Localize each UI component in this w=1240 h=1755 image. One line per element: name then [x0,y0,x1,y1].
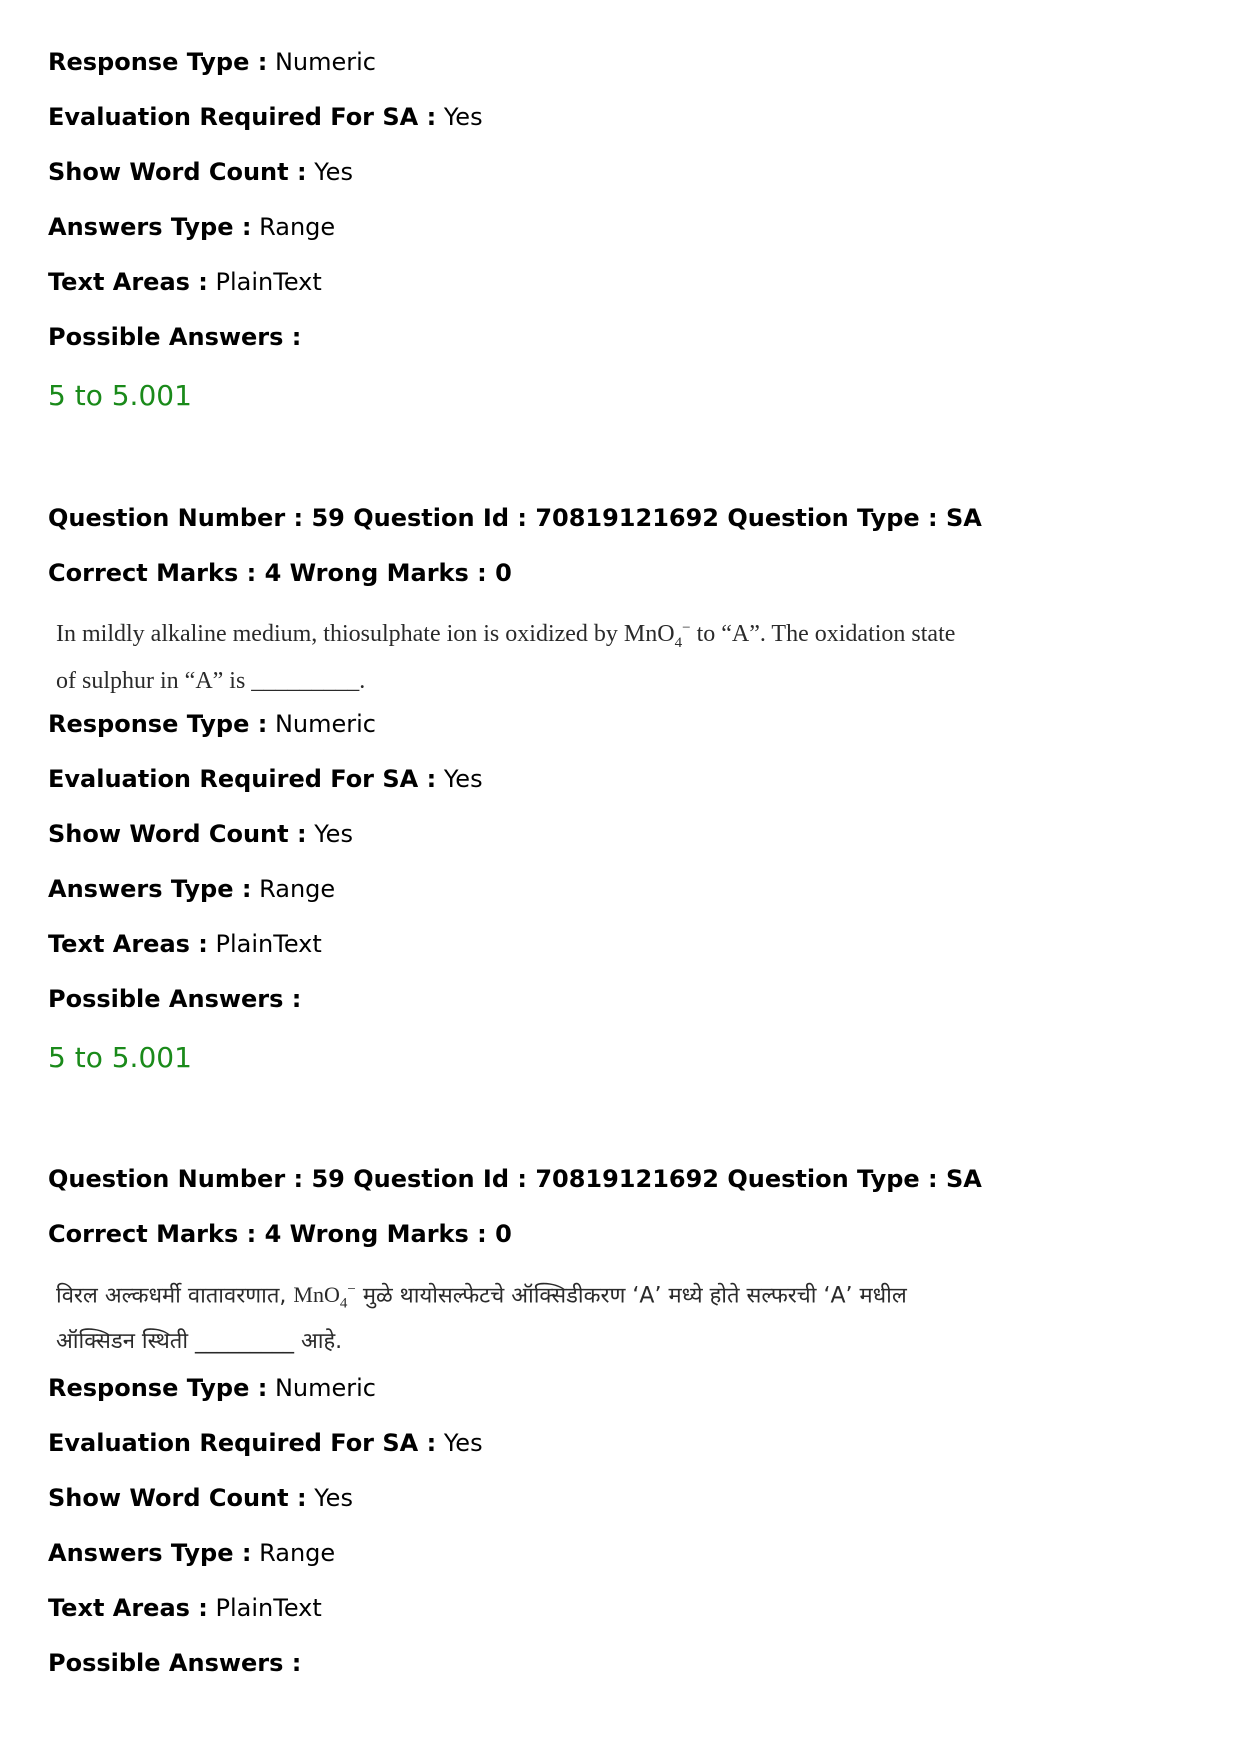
evaluation-value: Yes [443,765,483,793]
answers-type-label: Answers Type : [48,1539,252,1567]
response-type-label: Response Type : [48,48,268,76]
answers-type-row [48,1538,335,1568]
text-areas-row [48,929,322,959]
possible-answers-row [48,322,301,352]
possible-answer-value: 5 to 5.001 [48,1041,192,1074]
response-type-value: Numeric [274,710,376,738]
permanganate-formula: MnO$_4$− [623,620,691,651]
question-marks: Correct Marks : 4 Wrong Marks : 0 [48,559,512,587]
evaluation-row [48,102,483,132]
response-type-value: Numeric [274,1374,376,1402]
text-areas-row [48,267,322,297]
response-type-row [48,47,376,77]
word-count-label: Show Word Count : [48,820,307,848]
text-areas-label: Text Areas : [48,930,208,958]
response-type-row [48,1373,376,1403]
response-type-row [48,709,376,739]
response-type-value: Numeric [274,48,376,76]
response-type-label: Response Type : [48,1374,268,1402]
text-areas-value: PlainText [215,930,322,958]
answers-type-label: Answers Type : [48,875,252,903]
evaluation-row [48,764,483,794]
text-areas-value: PlainText [215,1594,322,1622]
word-count-value: Yes [314,1484,353,1512]
evaluation-row [48,1428,483,1458]
answers-type-row [48,874,335,904]
text-areas-row [48,1593,322,1623]
question-text [56,609,956,700]
possible-answers-row [48,1648,301,1678]
answers-type-value: Range [259,1539,336,1567]
answers-type-value: Range [259,875,336,903]
question-text-post: मुळे थायोसल्फेटचे ऑक्सिडीकरण ‘A’ मध्ये होते सल्फरची ‘A’ मधील ऑक्सिडन स्थिती _________ आहे. [56,1283,907,1354]
text-areas-value: PlainText [215,268,322,296]
answers-type-value: Range [259,213,336,241]
possible-answers-label: Possible Answers : [48,1649,302,1677]
question-marks: Correct Marks : 4 Wrong Marks : 0 [48,1220,512,1248]
possible-answer-value: 5 to 5.001 [48,379,192,412]
question-text-pre: विरल अल्कधर्मी वातावरणात, [56,1283,287,1309]
word-count-value: Yes [314,820,353,848]
possible-answers-label: Possible Answers : [48,323,302,351]
question-header: Question Number : 59 Question Id : 70819121692 Question Type : SA [48,1165,982,1193]
response-type-label: Response Type : [48,710,268,738]
text-areas-label: Text Areas : [48,1594,208,1622]
evaluation-value: Yes [443,103,483,131]
possible-answers-row [48,984,301,1014]
evaluation-label: Evaluation Required For SA : [48,765,437,793]
word-count-label: Show Word Count : [48,1484,307,1512]
evaluation-value: Yes [443,1429,483,1457]
permanganate-formula: MnO$_4$− [293,1282,356,1312]
text-areas-label: Text Areas : [48,268,208,296]
word-count-row [48,1483,353,1513]
question-text-pre: In mildly alkaline medium, thiosulphate ion is oxidized by [56,621,618,647]
question-text [56,1271,956,1361]
possible-answers-label: Possible Answers : [48,985,302,1013]
answers-type-label: Answers Type : [48,213,252,241]
word-count-row [48,819,353,849]
evaluation-label: Evaluation Required For SA : [48,1429,437,1457]
word-count-value: Yes [314,158,353,186]
evaluation-label: Evaluation Required For SA : [48,103,437,131]
question-header: Question Number : 59 Question Id : 70819121692 Question Type : SA [48,504,982,532]
word-count-label: Show Word Count : [48,158,307,186]
word-count-row [48,157,353,187]
answers-type-row [48,212,335,242]
question-text-post: to “A”. The oxidation state of sulphur in “A” is _________. [56,621,956,694]
